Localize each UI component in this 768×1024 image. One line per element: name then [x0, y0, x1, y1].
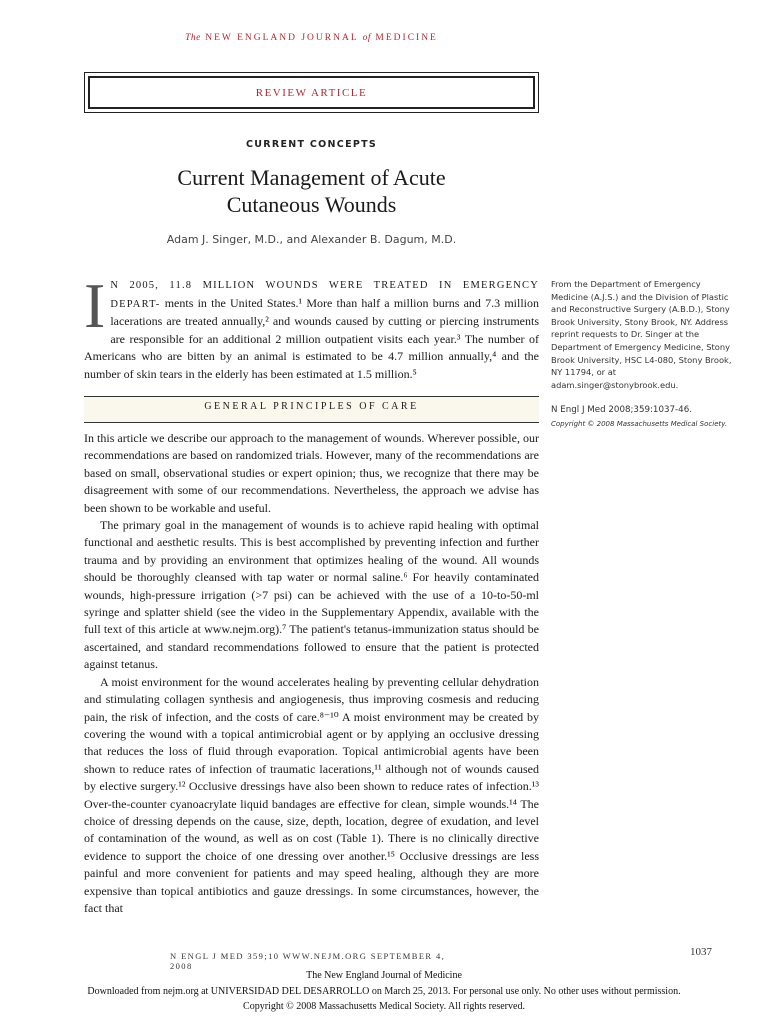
citation: N Engl J Med 2008;359:1037-46.: [551, 405, 692, 415]
download-footer-notice: Downloaded from nejm.org at UNIVERSIDAD DEL DESARROLLO on March 25, 2013. For personal use only. No other uses without permission.: [87, 985, 681, 997]
review-article-label: REVIEW ARTICLE: [88, 76, 535, 109]
article-title: [84, 164, 539, 218]
intro-text: ments in the United States.¹ More than half a million burns and 7.3 million lacerations are treated annually,² and wounds caused by cutting or piercing instruments are responsible for an additional 2 million outpatient visits each year.³ The number of Americans who are bitten by an animal is estimated to be 4.7 million annually,⁴ and the number of skin tears in the elderly has been estimated at 1.5 million.⁵: [84, 295, 540, 381]
journal-footer: N ENGL J MED 359;10 WWW.NEJM.ORG SEPTEMBER 4, 2008: [170, 951, 446, 971]
journal-header-the: The: [185, 33, 201, 43]
copyright-note: Copyright © 2008 Massachusetts Medical Society.: [551, 420, 728, 428]
download-footer-copyright: Copyright © 2008 Massachusetts Medical Society. All rights reserved.: [243, 1001, 525, 1012]
body-paragraph-1: In this article we describe our approach to the management of wounds. Wherever possible, our recommendations are based on randomized trials. However, many of the recommendations are based on small, observational studies or expert opinion; thus, we recognize that there may be disagreement with some of our recommendations. Nevertheless, the approach we advise has been shown to be workable and useful.: [84, 431, 539, 515]
intro-paragraph: [84, 270, 540, 383]
dropcap-letter: I: [84, 270, 106, 341]
journal-header-name-a: NEW ENGLAND JOURNAL: [205, 33, 359, 43]
article-body: [84, 430, 539, 917]
intro-lead: N 2005, 11.8 MILLION WOUNDS WERE TREATED IN EMERGENCY DEPART-: [110, 280, 539, 310]
download-footer-journal: The New England Journal of Medicine: [306, 970, 462, 981]
journal-header-name-b: MEDICINE: [375, 33, 438, 43]
article-title-line2: Cutaneous Wounds: [226, 192, 397, 217]
article-title-line1: Current Management of Acute: [177, 165, 446, 190]
body-paragraph-2: The primary goal in the management of wounds is to achieve rapid healing with optimal functional and aesthetic results. This is best accomplished by preventing infection and further trauma and by providing an environment that optimizes healing of the wound. All wounds should be thoroughly cleansed with tap water or normal saline.⁶ For heavily contaminated wounds, high-pressure irrigation (>7 psi) can be achieved with the use of a 10-to-50-ml syringe and splatter shield (see the video in the Supplementary Appendix, available with the full text of this article at www.nejm.org).⁷ The patient's tetanus-immunization status should be ascertained, and standard recommendations followed to ensure that the patient is protected against tetanus.: [84, 518, 539, 672]
download-footer: [0, 968, 768, 1015]
journal-header-of: of: [362, 33, 372, 43]
section-heading: GENERAL PRINCIPLES OF CARE: [204, 401, 419, 412]
section-kicker: CURRENT CONCEPTS: [245, 139, 378, 150]
body-paragraph-3: A moist environment for the wound accelerates healing by preventing cellular dehydration and stimulating collagen synthesis and angiogenesis, thus improving cosmesis and reducing pain, the risk of infection, and the costs of care.⁸⁻¹⁰ A moist environment may be created by covering the wound with a topical antimicrobial agent or by applying an occlusive dressing that reduces the loss of fluid through evaporation. Topical antimicrobial agents have been shown to reduce rates of infection of traumatic lacerations,¹¹ although not of wounds caused by elective surgery.¹² Occlusive dressings have also been shown to reduce rates of infection.¹³ Over-the-counter cyanoacrylate liquid bandages are effective for clean, simple wounds.¹⁴ The choice of dressing depends on the cause, size, depth, location, degree of exudation, and level of contamination of the wound, as well as on cost (Table 1). There is no clinically directive evidence to support the choice of one dressing over another.¹⁵ Occlusive dressings are less painful and more convenient for patients and may speed healing, although they are more expensive than topical antibiotics and gauze dressings. In some circumstances, however, the fact that: [84, 674, 539, 915]
page-number: 1037: [690, 946, 712, 958]
journal-header: [84, 33, 539, 43]
affiliation-note: From the Department of Emergency Medicine (A.J.S.) and the Division of Plastic and Reconstructive Surgery (A.B.D.), Stony Brook University, Stony Brook, NY. Address reprint requests to Dr. Singer at the Department of Emergency Medicine, Stony Brook University, HSC L4-080, Stony Brook, NY 11794, or at adam.singer@stonybrook.edu.: [551, 279, 732, 390]
review-article-box: [84, 72, 539, 113]
author-line: Adam J. Singer, M.D., and Alexander B. Dagum, M.D.: [166, 233, 457, 246]
